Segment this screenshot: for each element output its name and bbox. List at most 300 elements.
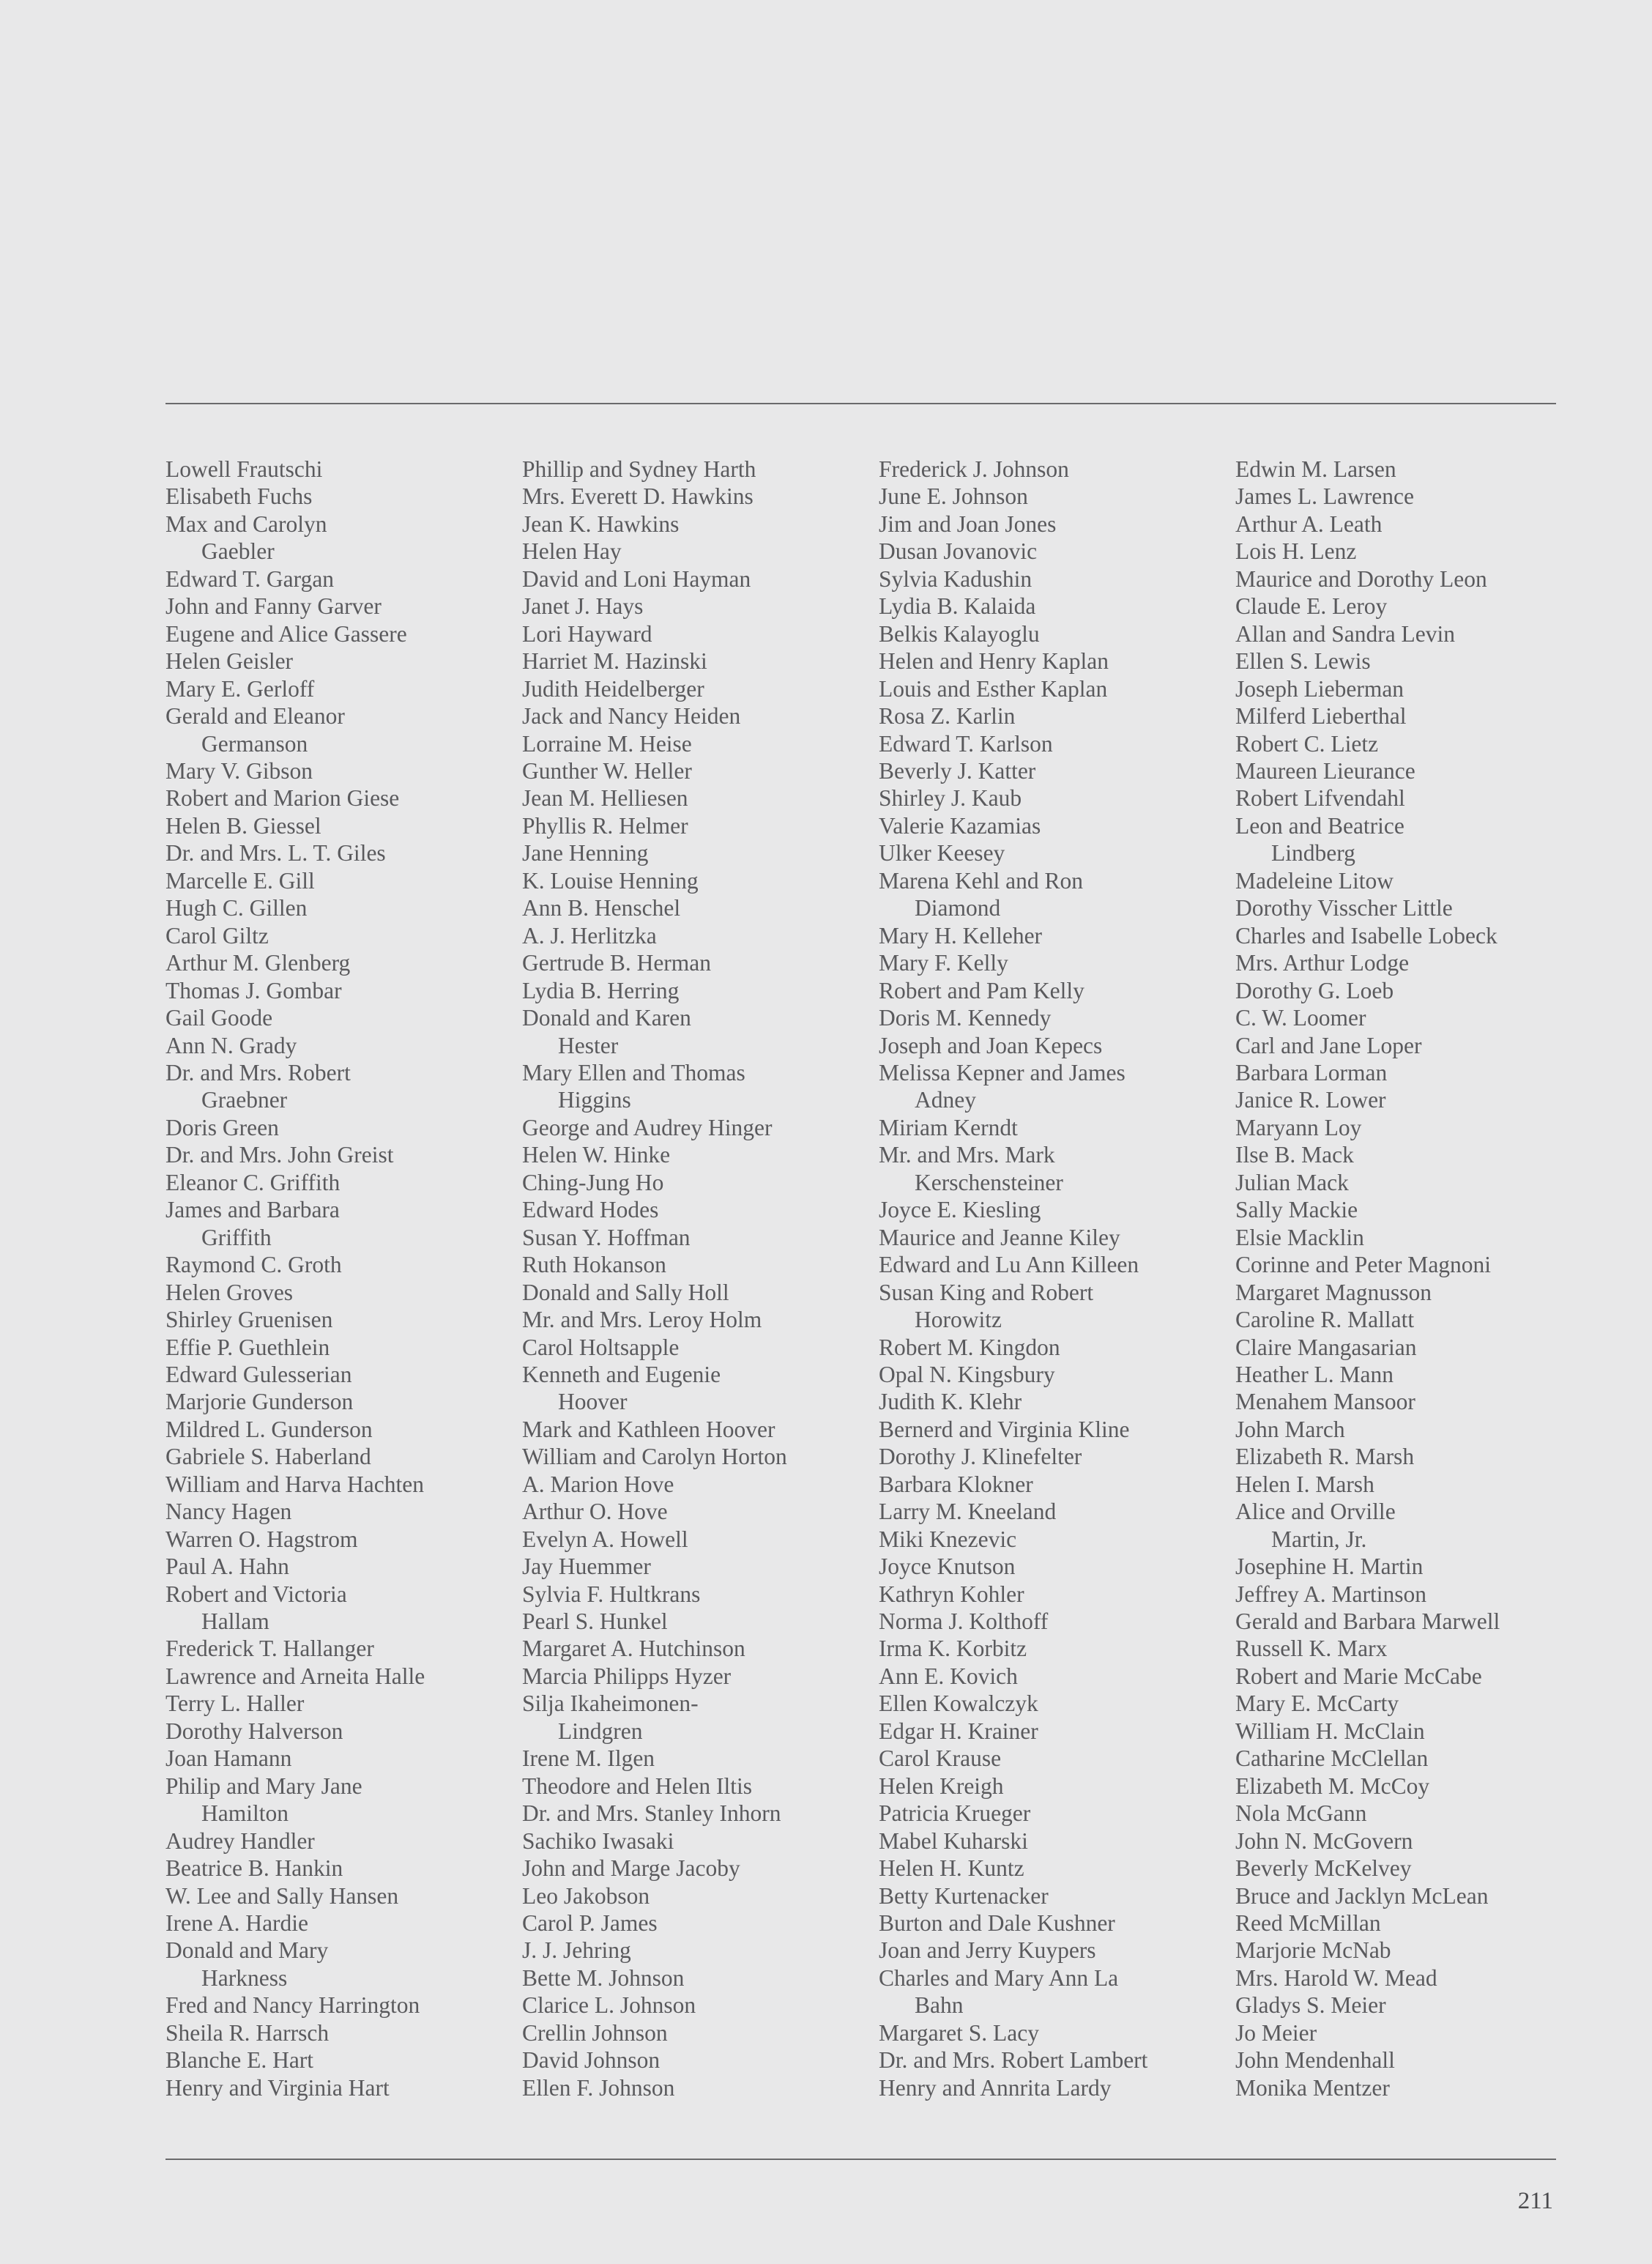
name-entry [1235, 1800, 1572, 1827]
name-entry [522, 675, 859, 702]
name-entry [1235, 1306, 1572, 1333]
name-entry [879, 1526, 1216, 1553]
name-entry [165, 1937, 502, 1992]
name-entry [165, 456, 502, 483]
name-entry [165, 1279, 502, 1306]
name-entry-text: Barbara Lorman [1235, 1059, 1388, 1085]
name-entry [522, 620, 859, 647]
name-entry [879, 784, 1216, 812]
name-entry [165, 1663, 502, 1690]
name-entry-text: Marcelle E. Gill [165, 867, 315, 894]
name-entry [522, 1992, 859, 2019]
name-entry-text: Jay Huemmer [522, 1554, 651, 1580]
name-entry [165, 1388, 502, 1415]
name-entry [522, 1443, 859, 1470]
name-entry-text: Nancy Hagen [165, 1499, 292, 1525]
name-entry-text: Robert and Marion Giese [165, 785, 400, 812]
name-entry [1235, 1992, 1572, 2019]
name-entry-text: Larry M. Kneeland [879, 1499, 1057, 1525]
name-entry-text: Dorothy J. Klinefelter [879, 1444, 1082, 1470]
name-entry-text: Doris Green [165, 1114, 279, 1140]
name-entry [165, 1471, 502, 1498]
name-entry-text: Jane Henning [522, 840, 649, 866]
name-entry [879, 647, 1216, 675]
name-entry-continuation: Higgins [558, 1087, 631, 1113]
name-entry [879, 1663, 1216, 1690]
name-entry-text: Dusan Jovanovic [879, 538, 1038, 565]
name-entry-text: Barbara Klokner [879, 1471, 1033, 1497]
name-entry [165, 1882, 502, 1909]
name-entry [522, 2074, 859, 2101]
name-entry-text: Claire Mangasarian [1235, 1334, 1417, 1360]
name-entry-text: Lydia B. Herring [522, 977, 680, 1003]
name-entry [879, 1388, 1216, 1415]
name-entry-text: William and Carolyn Horton [522, 1444, 787, 1470]
name-entry [879, 1635, 1216, 1662]
name-entry-text: Carol Krause [879, 1745, 1002, 1772]
name-entry-text: Claude E. Leroy [1235, 593, 1388, 620]
name-entry [1235, 1745, 1572, 1772]
name-entry [522, 2019, 859, 2046]
name-entry-text: Ching-Jung Ho [522, 1169, 664, 1195]
name-entry [879, 1196, 1216, 1223]
name-entry [522, 1004, 859, 1059]
name-entry-text: Gerald and Eleanor [165, 703, 345, 730]
name-entry-text: Doris M. Kennedy [879, 1005, 1052, 1031]
name-entry-text: Melissa Kepner and James [879, 1059, 1125, 1085]
name-entry [879, 1882, 1216, 1909]
name-entry-text: Janet J. Hays [522, 593, 644, 620]
name-entry [879, 1279, 1216, 1334]
name-entry [1235, 1032, 1572, 1059]
name-entry [165, 1196, 502, 1251]
name-entry-continuation: Kerschensteiner [915, 1169, 1063, 1195]
name-entry [522, 977, 859, 1004]
name-entry [522, 1745, 859, 1772]
name-entry-text: Carol P. James [522, 1910, 658, 1937]
name-column-2 [522, 456, 859, 2101]
name-entry [1235, 867, 1572, 894]
name-entry [522, 784, 859, 812]
name-entry-text: Dr. and Mrs. Stanley Inhorn [522, 1800, 781, 1827]
name-entry-text: John and Fanny Garver [165, 593, 382, 620]
name-entry-continuation: Martin, Jr. [1271, 1526, 1367, 1552]
name-entry [1235, 1498, 1572, 1553]
name-entry-text: Pearl S. Hunkel [522, 1608, 668, 1635]
name-entry-text: Carol Holtsapple [522, 1334, 680, 1360]
name-entry-text: Edwin M. Larsen [1235, 456, 1396, 482]
name-entry [165, 1443, 502, 1470]
name-entry-text: Edward Gulesserian [165, 1361, 352, 1387]
name-entry-text: Susan King and Robert [879, 1279, 1094, 1305]
name-entry [879, 456, 1216, 483]
name-entry-text: Edward Hodes [522, 1197, 659, 1223]
name-entry-text: Ilse B. Mack [1235, 1142, 1354, 1168]
name-column-3 [879, 456, 1216, 2101]
name-entry-text: Helen H. Kuntz [879, 1855, 1024, 1882]
name-entry [1235, 949, 1572, 976]
name-entry-text: Leo Jakobson [522, 1882, 650, 1909]
name-entry-text: Dorothy Halverson [165, 1718, 343, 1744]
name-entry-text: Heather L. Mann [1235, 1361, 1394, 1387]
name-entry-text: Shirley J. Kaub [879, 785, 1022, 812]
name-entry-text: Philip and Mary Jane [165, 1773, 362, 1799]
name-entry-text: Sachiko Iwasaki [522, 1827, 674, 1854]
name-entry-text: Mrs. Harold W. Mead [1235, 1964, 1437, 1991]
name-entry [879, 1773, 1216, 1800]
name-entry [879, 1909, 1216, 1937]
name-entry [1235, 2019, 1572, 2046]
name-entry-text: John N. McGovern [1235, 1827, 1413, 1854]
name-entry-text: Phyllis R. Helmer [522, 812, 688, 839]
name-entry [1235, 1608, 1572, 1635]
name-entry-text: Hugh C. Gillen [165, 895, 308, 921]
name-entry-text: Margaret S. Lacy [879, 2019, 1039, 2046]
name-entry [522, 1827, 859, 1855]
name-entry-text: Donald and Sally Holl [522, 1279, 729, 1305]
name-entry [1235, 730, 1572, 757]
name-entry-text: Norma J. Kolthoff [879, 1608, 1049, 1635]
name-entry [1235, 922, 1572, 949]
name-entry-continuation: Bahn [915, 1992, 964, 2019]
name-entry [165, 784, 502, 812]
name-entry [879, 1059, 1216, 1114]
name-entry-text: Valerie Kazamias [879, 812, 1041, 839]
name-entry [522, 1663, 859, 1690]
name-entry-text: Alice and Orville [1235, 1499, 1396, 1525]
name-entry [165, 1745, 502, 1772]
name-entry-text: J. J. Jehring [522, 1937, 631, 1964]
name-entry [1235, 2046, 1572, 2074]
name-entry [165, 702, 502, 757]
name-entry-text: Gladys S. Meier [1235, 1992, 1386, 2019]
name-entry [522, 593, 859, 620]
name-entry [1235, 1471, 1572, 1498]
name-entry [522, 1114, 859, 1141]
name-entry [1235, 1909, 1572, 1937]
name-entry [165, 2074, 502, 2101]
name-entry-text: Edward T. Gargan [165, 565, 335, 592]
name-entry [522, 1526, 859, 1553]
name-entry [879, 922, 1216, 949]
name-entry-text: Ann E. Kovich [879, 1663, 1018, 1689]
name-entry [165, 1141, 502, 1168]
name-entry [165, 1251, 502, 1278]
name-entry-text: Maryann Loy [1235, 1114, 1362, 1140]
name-entry [1235, 1553, 1572, 1580]
name-entry-text: Gunther W. Heller [522, 757, 692, 784]
name-entry-text: Helen B. Giessel [165, 812, 321, 839]
name-entry-text: Reed McMillan [1235, 1910, 1381, 1937]
name-entry-continuation: Graebner [201, 1087, 288, 1113]
name-entry-text: Sylvia Kadushin [879, 565, 1032, 592]
name-entry-text: Margaret A. Hutchinson [522, 1636, 745, 1662]
name-entry-text: Joan Hamann [165, 1745, 292, 1772]
name-entry-text: Fred and Nancy Harrington [165, 1992, 420, 2019]
name-entry [879, 730, 1216, 757]
name-entry-continuation: Griffith [201, 1224, 272, 1250]
page-number: 211 [1517, 2188, 1553, 2214]
name-entry [879, 1032, 1216, 1059]
name-entry-text: Gabriele S. Haberland [165, 1444, 371, 1470]
name-entry-text: Bette M. Johnson [522, 1964, 685, 1991]
name-entry [1235, 702, 1572, 730]
name-entry-text: Joseph Lieberman [1235, 675, 1404, 702]
name-entry-text: Janice R. Lower [1235, 1087, 1386, 1113]
name-entry-text: Eleanor C. Griffith [165, 1169, 341, 1195]
name-entry-text: Carol Giltz [165, 922, 269, 949]
name-entry-text: Catharine McClellan [1235, 1745, 1429, 1772]
name-entry [522, 1581, 859, 1608]
name-entry [879, 1553, 1216, 1580]
name-entry-text: Evelyn A. Howell [522, 1526, 688, 1552]
name-entry-text: Betty Kurtenacker [879, 1882, 1049, 1909]
name-entry-text: Lorraine M. Heise [522, 730, 692, 757]
name-entry [165, 1635, 502, 1662]
top-rule [165, 403, 1556, 404]
name-entry-text: Sally Mackie [1235, 1197, 1358, 1223]
name-entry-text: Ann N. Grady [165, 1032, 297, 1058]
name-entry [1235, 1388, 1572, 1415]
name-entry-text: Ellen Kowalczyk [879, 1690, 1038, 1717]
name-entry [522, 1361, 859, 1416]
name-entry [165, 1498, 502, 1525]
name-entry [522, 2046, 859, 2074]
name-entry [879, 702, 1216, 730]
name-entry-text: Helen Geisler [165, 648, 294, 675]
name-entry [1235, 1279, 1572, 1306]
name-entry-text: Theodore and Helen Iltis [522, 1773, 753, 1799]
name-entry-text: A. J. Herlitzka [522, 922, 657, 949]
name-entry-text: Kenneth and Eugenie [522, 1361, 721, 1387]
name-entry-text: Sylvia F. Hultkrans [522, 1581, 701, 1607]
name-entry-text: Crellin Johnson [522, 2019, 668, 2046]
name-entry-text: Milferd Lieberthal [1235, 703, 1407, 730]
name-entry [522, 1553, 859, 1580]
name-entry-text: Lydia B. Kalaida [879, 593, 1036, 620]
name-entry-text: Frederick T. Hallanger [165, 1636, 374, 1662]
name-entry-continuation: Lindgren [558, 1718, 643, 1744]
name-entry-text: John Mendenhall [1235, 2047, 1395, 2074]
name-entry-text: Henry and Annrita Lardy [879, 2074, 1112, 2101]
name-entry [165, 1114, 502, 1141]
name-entry-text: Mrs. Arthur Lodge [1235, 950, 1410, 976]
name-entry [879, 949, 1216, 976]
name-entry [522, 702, 859, 730]
name-entry-continuation: Horowitz [915, 1307, 1002, 1333]
name-entry [1235, 1663, 1572, 1690]
name-entry [879, 1690, 1216, 1717]
name-entry-text: Joyce E. Kiesling [879, 1197, 1041, 1223]
name-entry-text: Susan Y. Hoffman [522, 1224, 691, 1250]
name-entry-text: Arthur M. Glenberg [165, 950, 351, 976]
name-entry [165, 894, 502, 921]
name-entry-text: Sheila R. Harrsch [165, 2019, 330, 2046]
name-entry-continuation: Hamilton [201, 1800, 289, 1827]
name-entry-text: Henry and Virginia Hart [165, 2074, 390, 2101]
name-entry-text: Miki Knezevic [879, 1526, 1017, 1552]
name-entry [1235, 620, 1572, 647]
name-entry-text: Judith Heidelberger [522, 675, 704, 702]
name-entry [1235, 1169, 1572, 1196]
name-entry-continuation: Lindberg [1271, 840, 1355, 866]
name-entry-text: Kathryn Kohler [879, 1581, 1024, 1607]
name-entry [165, 867, 502, 894]
name-entry [1235, 456, 1572, 483]
name-entry-text: Lawrence and Arneita Halle [165, 1663, 425, 1689]
name-entry-continuation: Germanson [201, 730, 308, 757]
name-entry-text: Mary F. Kelly [879, 950, 1008, 976]
name-entry-text: David Johnson [522, 2047, 661, 2074]
name-entry-text: Thomas J. Gombar [165, 977, 342, 1003]
name-entry [522, 1224, 859, 1251]
name-entry-text: Harriet M. Hazinski [522, 648, 707, 675]
name-entry [1235, 1004, 1572, 1031]
name-entry-text: Mary E. McCarty [1235, 1690, 1399, 1717]
name-entry-text: Mr. and Mrs. Leroy Holm [522, 1307, 762, 1333]
name-entry [165, 977, 502, 1004]
name-entry-text: Margaret Magnusson [1235, 1279, 1432, 1305]
name-entry [1235, 483, 1572, 510]
name-entry [522, 456, 859, 483]
name-entry [522, 1471, 859, 1498]
name-entry-text: Leon and Beatrice [1235, 812, 1404, 839]
name-entry-text: David and Loni Hayman [522, 565, 751, 592]
name-entry-text: Helen Hay [522, 538, 622, 565]
name-entry [165, 1004, 502, 1031]
name-entry [879, 812, 1216, 839]
name-entry [165, 511, 502, 565]
name-entry-text: Marjorie McNab [1235, 1937, 1391, 1964]
name-entry [879, 1608, 1216, 1635]
name-entry [522, 1800, 859, 1827]
name-entry [165, 647, 502, 675]
name-entry [165, 1992, 502, 2019]
name-entry [165, 1306, 502, 1333]
name-entry [522, 922, 859, 949]
name-entry [1235, 1416, 1572, 1443]
name-entry [165, 593, 502, 620]
name-entry-text: Mary V. Gibson [165, 757, 313, 784]
name-entry-text: Helen and Henry Kaplan [879, 648, 1109, 675]
name-entry-text: W. Lee and Sally Hansen [165, 1882, 399, 1909]
name-entry [522, 949, 859, 976]
name-entry [1235, 1059, 1572, 1086]
name-entry-text: Judith K. Klehr [879, 1389, 1022, 1415]
name-entry [879, 1416, 1216, 1443]
name-entry [879, 867, 1216, 922]
name-entry-text: Edward T. Karlson [879, 730, 1053, 757]
name-entry [165, 1855, 502, 1882]
name-entry [165, 620, 502, 647]
name-entry [165, 949, 502, 976]
name-entry-text: Robert and Pam Kelly [879, 977, 1084, 1003]
name-entry [522, 1251, 859, 1278]
name-entry [879, 2046, 1216, 2074]
name-entry [1235, 1964, 1572, 1992]
name-entry [165, 1690, 502, 1717]
name-entry-text: Charles and Isabelle Lobeck [1235, 922, 1497, 949]
name-entry [165, 1169, 502, 1196]
name-entry [1235, 647, 1572, 675]
name-entry [1235, 1114, 1572, 1141]
name-entry [522, 1306, 859, 1333]
name-entry [879, 1718, 1216, 1745]
name-entry [1235, 511, 1572, 538]
name-entry [1235, 593, 1572, 620]
name-entry [1235, 894, 1572, 921]
name-entry-text: Mabel Kuharski [879, 1827, 1028, 1854]
name-entry [879, 1937, 1216, 1964]
name-entry [165, 2019, 502, 2046]
name-entry [165, 1718, 502, 1745]
name-entry [879, 2074, 1216, 2101]
name-entry-text: Gail Goode [165, 1005, 273, 1031]
name-entry-text: Effie P. Guethlein [165, 1334, 330, 1360]
name-entry-text: Allan and Sandra Levin [1235, 620, 1456, 647]
name-entry [1235, 1196, 1572, 1223]
name-entry [165, 1827, 502, 1855]
name-entry [1235, 1855, 1572, 1882]
name-entry-text: Miriam Kerndt [879, 1114, 1018, 1140]
name-entry [165, 812, 502, 839]
name-entry-text: Josephine H. Martin [1235, 1554, 1424, 1580]
name-entry-text: Corinne and Peter Magnoni [1235, 1252, 1492, 1278]
name-entry [879, 1443, 1216, 1470]
name-entry-text: A. Marion Hove [522, 1471, 674, 1497]
name-entry [522, 1196, 859, 1223]
name-entry-text: Joyce Knutson [879, 1554, 1016, 1580]
name-entry [879, 511, 1216, 538]
name-entry [1235, 1086, 1572, 1113]
name-entry-text: Carl and Jane Loper [1235, 1032, 1422, 1058]
name-entry [522, 1141, 859, 1168]
name-entry [522, 1909, 859, 1937]
name-entry [165, 1526, 502, 1553]
name-entry-text: Louis and Esther Kaplan [879, 675, 1108, 702]
name-entry-text: Lois H. Lenz [1235, 538, 1357, 565]
name-entry-text: Russell K. Marx [1235, 1636, 1388, 1662]
name-entry-text: Robert C. Lietz [1235, 730, 1379, 757]
name-entry [1235, 538, 1572, 565]
name-entry-text: Dr. and Mrs. John Greist [165, 1142, 394, 1168]
name-entry-text: Elisabeth Fuchs [165, 483, 313, 510]
name-entry [522, 565, 859, 593]
name-entry-text: Robert Lifvendahl [1235, 785, 1405, 812]
name-entry-text: Jean K. Hawkins [522, 511, 680, 537]
name-entry-text: Dr. and Mrs. L. T. Giles [165, 840, 386, 866]
name-entry-text: Phillip and Sydney Harth [522, 456, 756, 482]
name-entry [165, 1773, 502, 1827]
name-entry-text: Nola McGann [1235, 1800, 1367, 1827]
name-entry [522, 1882, 859, 1909]
name-entry-text: Marena Kehl and Ron [879, 867, 1084, 894]
name-entry-text: Joan and Jerry Kuypers [879, 1937, 1096, 1964]
name-entry-text: Joseph and Joan Kepecs [879, 1032, 1103, 1058]
name-entry [879, 1745, 1216, 1772]
name-entry-text: Burton and Dale Kushner [879, 1910, 1115, 1937]
name-entry-text: Rosa Z. Karlin [879, 703, 1016, 730]
name-entry [522, 1169, 859, 1196]
name-entry [522, 538, 859, 565]
name-entry-text: Helen Kreigh [879, 1773, 1004, 1799]
name-entry [879, 675, 1216, 702]
name-entry-text: Elizabeth M. McCoy [1235, 1773, 1430, 1799]
name-entry-text: Marjorie Gunderson [165, 1389, 354, 1415]
name-entry [879, 1827, 1216, 1855]
name-entry [879, 977, 1216, 1004]
name-entry [165, 1032, 502, 1059]
